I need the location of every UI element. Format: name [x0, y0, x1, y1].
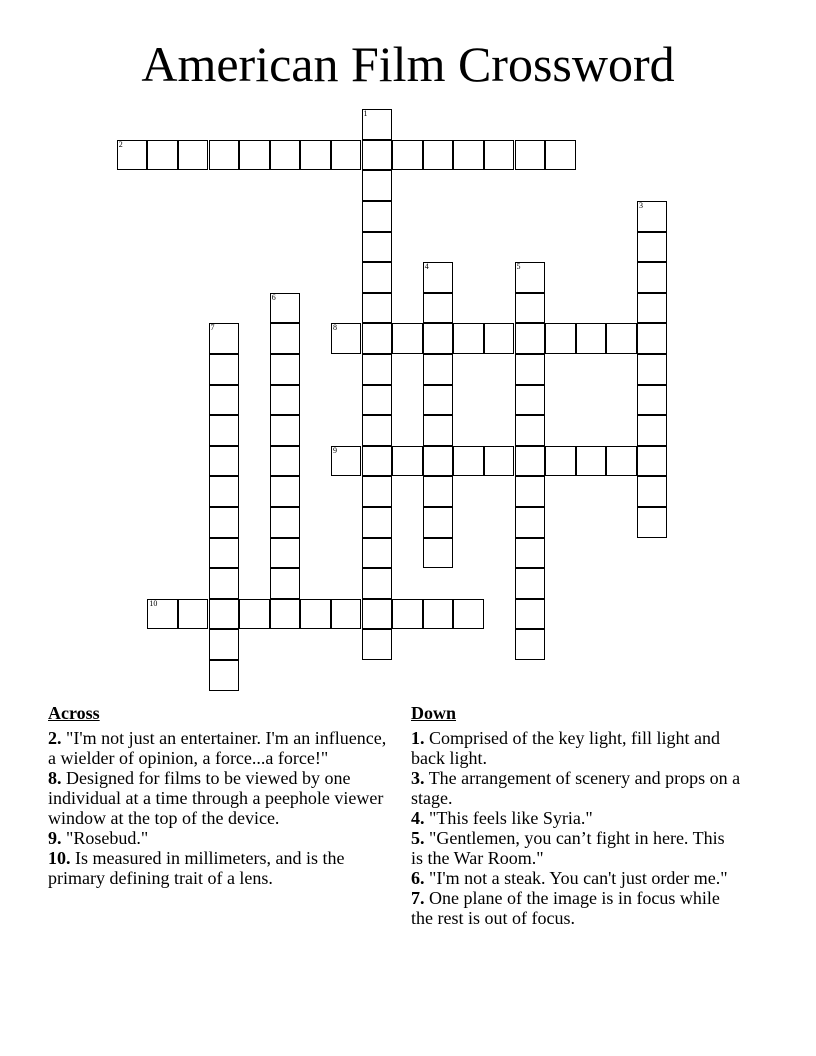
grid-cell[interactable]	[362, 354, 393, 385]
clue-number: 4.	[411, 808, 425, 828]
clue-across-8	[48, 768, 393, 828]
grid-cell[interactable]	[423, 415, 454, 446]
grid-cell[interactable]	[515, 323, 546, 354]
grid-cell[interactable]	[209, 629, 240, 660]
grid-cell[interactable]	[209, 599, 240, 630]
grid-cell[interactable]	[515, 476, 546, 507]
grid-cell[interactable]	[209, 385, 240, 416]
grid-cell[interactable]	[423, 599, 454, 630]
grid-cell[interactable]	[209, 140, 240, 171]
grid-cell[interactable]	[515, 262, 546, 293]
grid-cell[interactable]	[453, 140, 484, 171]
grid-cell[interactable]	[209, 568, 240, 599]
grid-cell[interactable]	[453, 446, 484, 477]
clue-across-10	[48, 848, 393, 888]
grid-cell[interactable]	[484, 323, 515, 354]
grid-cell[interactable]	[515, 354, 546, 385]
grid-cell[interactable]	[423, 476, 454, 507]
grid-cell[interactable]	[331, 323, 362, 354]
grid-cell[interactable]	[270, 507, 301, 538]
grid-cell[interactable]	[576, 323, 607, 354]
grid-cell[interactable]	[637, 415, 668, 446]
grid-cell[interactable]	[362, 507, 393, 538]
grid-cell[interactable]	[362, 262, 393, 293]
clue-number: 1.	[411, 728, 425, 748]
clue-down-5	[411, 828, 741, 868]
clue-number: 9.	[48, 828, 62, 848]
grid-cell[interactable]	[270, 140, 301, 171]
clue-text: The arrangement of scenery and props on a stage.	[411, 768, 741, 808]
grid-cell[interactable]	[270, 568, 301, 599]
grid-cell[interactable]	[209, 354, 240, 385]
grid-cell[interactable]	[270, 476, 301, 507]
grid-cell[interactable]	[637, 476, 668, 507]
clue-number: 8.	[48, 768, 62, 788]
grid-cell[interactable]	[178, 140, 209, 171]
cell-number: 5	[516, 262, 521, 272]
grid-cell[interactable]	[331, 599, 362, 630]
grid-cell[interactable]	[209, 660, 240, 691]
clue-text: "Rosebud."	[66, 828, 149, 848]
grid-cell[interactable]	[545, 323, 576, 354]
grid-cell[interactable]	[423, 140, 454, 171]
grid-cell[interactable]	[606, 446, 637, 477]
grid-cell[interactable]	[362, 170, 393, 201]
grid-cell[interactable]	[423, 385, 454, 416]
grid-cell[interactable]	[362, 293, 393, 324]
clue-number: 10.	[48, 848, 71, 868]
grid-cell[interactable]	[515, 507, 546, 538]
grid-cell[interactable]	[392, 140, 423, 171]
clue-text: Designed for films to be viewed by one individual at a time through a peephole viewer window at the top of the device.	[48, 768, 384, 828]
clue-text: "Gentlemen, you can’t fight in here. This is the War Room."	[411, 828, 725, 868]
grid-cell[interactable]	[392, 446, 423, 477]
grid-cell[interactable]	[637, 446, 668, 477]
clue-number: 7.	[411, 888, 425, 908]
grid-cell[interactable]	[270, 385, 301, 416]
grid-cell[interactable]	[270, 538, 301, 569]
grid-cell[interactable]	[331, 140, 362, 171]
grid-cell[interactable]	[423, 323, 454, 354]
cell-number: 7	[210, 323, 215, 333]
grid-cell[interactable]	[362, 476, 393, 507]
grid-cell[interactable]	[209, 415, 240, 446]
grid-cell[interactable]	[362, 599, 393, 630]
grid-cell[interactable]	[515, 415, 546, 446]
grid-cell[interactable]	[515, 293, 546, 324]
cell-number: 4	[424, 262, 429, 272]
grid-cell[interactable]	[362, 232, 393, 263]
clue-across-9	[48, 828, 393, 848]
grid-cell[interactable]	[209, 446, 240, 477]
grid-cell[interactable]	[453, 599, 484, 630]
clue-text: Is measured in millimeters, and is the primary defining trait of a lens.	[48, 848, 345, 888]
grid-cell[interactable]	[209, 476, 240, 507]
grid-cell[interactable]	[362, 568, 393, 599]
grid-cell[interactable]	[515, 629, 546, 660]
grid-cell[interactable]	[331, 446, 362, 477]
page-title: American Film Crossword	[141, 36, 675, 92]
cell-number: 8	[332, 323, 337, 333]
grid-cell[interactable]	[545, 446, 576, 477]
grid-cell[interactable]	[362, 323, 393, 354]
grid-cell[interactable]	[637, 232, 668, 263]
grid-cell[interactable]	[515, 446, 546, 477]
grid-cell[interactable]	[453, 323, 484, 354]
clue-text: "This feels like Syria."	[429, 808, 593, 828]
grid-cell[interactable]	[637, 293, 668, 324]
clue-text: "I'm not just an entertainer. I'm an influence, a wielder of opinion, a force...a force!"	[48, 728, 387, 768]
cell-number: 3	[638, 201, 643, 211]
grid-cell[interactable]	[362, 415, 393, 446]
grid-cell[interactable]	[637, 262, 668, 293]
grid-cell[interactable]	[515, 538, 546, 569]
grid-cell[interactable]	[637, 201, 668, 232]
grid-cell[interactable]	[362, 109, 393, 140]
grid-cell[interactable]	[270, 599, 301, 630]
grid-cell[interactable]	[362, 629, 393, 660]
clue-across-2	[48, 728, 393, 768]
down-clues	[411, 703, 741, 928]
clue-text: One plane of the image is in focus while the rest is out of focus.	[411, 888, 720, 928]
grid-cell[interactable]	[423, 507, 454, 538]
grid-cell[interactable]	[637, 354, 668, 385]
grid-cell[interactable]	[545, 140, 576, 171]
grid-cell[interactable]	[300, 140, 331, 171]
clue-number: 5.	[411, 828, 425, 848]
grid-cell[interactable]	[392, 323, 423, 354]
grid-cell[interactable]	[239, 599, 270, 630]
grid-cell[interactable]	[515, 599, 546, 630]
cell-number: 10	[149, 598, 158, 608]
grid-cell[interactable]	[270, 323, 301, 354]
grid-cell[interactable]	[392, 599, 423, 630]
grid-cell[interactable]	[484, 140, 515, 171]
clue-number: 2.	[48, 728, 62, 748]
cell-number: 2	[118, 139, 123, 149]
grid-cell[interactable]	[209, 538, 240, 569]
grid-cell[interactable]	[362, 385, 393, 416]
grid-cell[interactable]	[606, 323, 637, 354]
cell-number: 6	[271, 292, 276, 302]
grid-cell[interactable]	[423, 538, 454, 569]
grid-cell[interactable]	[515, 140, 546, 171]
cell-number: 1	[363, 109, 368, 119]
grid-cell[interactable]	[576, 446, 607, 477]
cell-number: 9	[332, 445, 337, 455]
clue-number: 6.	[411, 868, 425, 888]
grid-cell[interactable]	[147, 599, 178, 630]
grid-cell[interactable]	[423, 354, 454, 385]
grid-cell[interactable]	[362, 140, 393, 171]
clue-down-4	[411, 808, 741, 828]
grid-cell[interactable]	[515, 385, 546, 416]
grid-cell[interactable]	[300, 599, 331, 630]
down-heading: Down	[411, 703, 457, 723]
grid-cell[interactable]	[637, 323, 668, 354]
across-heading: Across	[48, 703, 100, 723]
clue-number: 3.	[411, 768, 425, 788]
grid-cell[interactable]	[423, 293, 454, 324]
clue-down-6	[411, 868, 741, 888]
grid-cell[interactable]	[270, 446, 301, 477]
clue-down-3	[411, 768, 741, 808]
grid-cell[interactable]	[484, 446, 515, 477]
grid-cell[interactable]	[515, 568, 546, 599]
clue-text: Comprised of the key light, fill light and back light.	[411, 728, 720, 768]
grid-cell[interactable]	[117, 140, 148, 171]
clue-down-7	[411, 888, 741, 928]
grid-cell[interactable]	[270, 415, 301, 446]
grid-cell[interactable]	[239, 140, 270, 171]
grid-cell[interactable]	[178, 599, 209, 630]
grid-cell[interactable]	[362, 446, 393, 477]
grid-cell[interactable]	[423, 446, 454, 477]
grid-cell[interactable]	[423, 262, 454, 293]
grid-cell[interactable]	[270, 293, 301, 324]
grid-cell[interactable]	[637, 507, 668, 538]
grid-cell[interactable]	[362, 201, 393, 232]
across-clues	[48, 703, 393, 888]
grid-cell[interactable]	[362, 538, 393, 569]
grid-cell[interactable]	[147, 140, 178, 171]
clue-down-1	[411, 728, 741, 768]
clue-text: "I'm not a steak. You can't just order me."	[429, 868, 728, 888]
grid-cell[interactable]	[209, 507, 240, 538]
grid-cell[interactable]	[270, 354, 301, 385]
grid-cell[interactable]	[209, 323, 240, 354]
grid-cell[interactable]	[637, 385, 668, 416]
